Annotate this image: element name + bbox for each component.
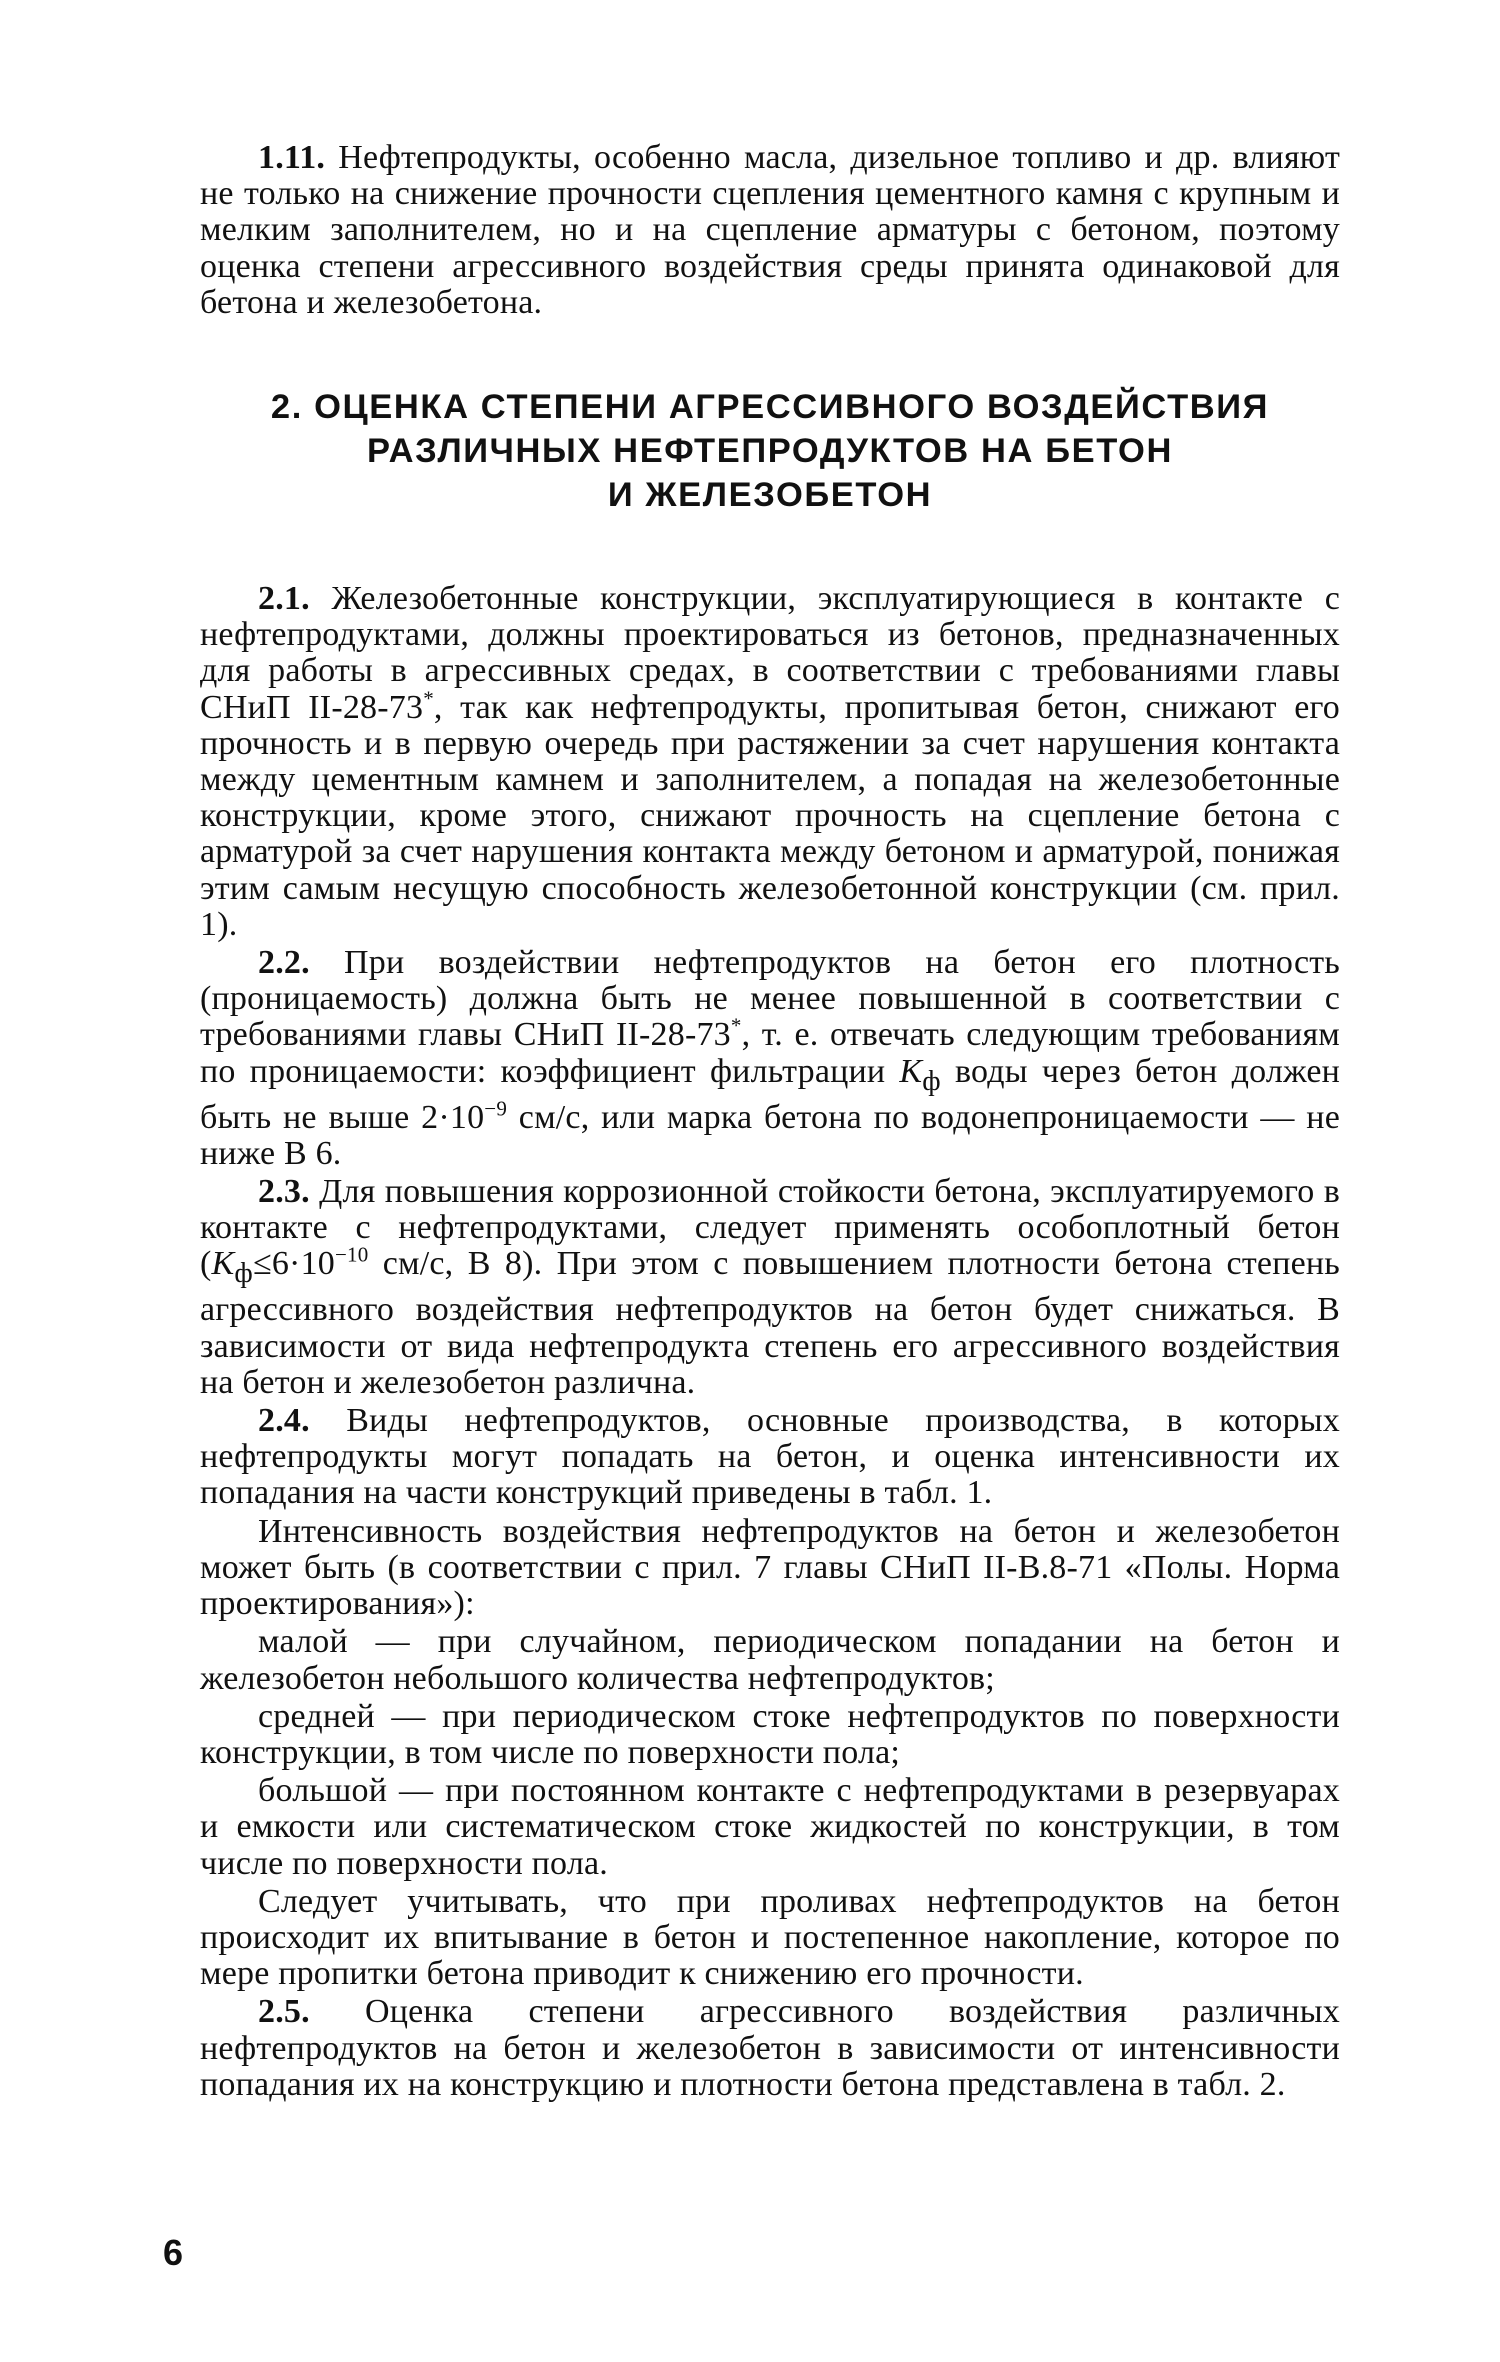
paragraph-intensity-medium: средней — при периодическом стоке нефтепродуктов по поверхности конструкции, в том числе по поверхности пола;	[200, 1697, 1340, 1771]
paragraph-2-3	[200, 1174, 1340, 1401]
k-subscript: ф	[234, 1258, 253, 1290]
paragraph-2-1	[200, 581, 1340, 943]
paragraph-2-4	[200, 1403, 1340, 1512]
paragraph-text: При воздействии нефтепродуктов на бетон его плотность (проницаемость) должна быть не менее повышенной в соответствии с требованиями главы СНиП II-28-73	[200, 944, 1340, 1054]
paragraph-1-11	[200, 140, 1340, 321]
paragraph-intensity: Интенсивность воздействия нефтепродуктов на бетон и железобетон может быть (в соответствии с прил. 7 главы СНиП II-В.8-71 «Полы. Норма проектирования»):	[200, 1512, 1340, 1623]
paragraph-number: 2.1.	[258, 580, 310, 618]
paragraph-2-2	[200, 945, 1340, 1172]
page-number: 6	[163, 2232, 184, 2273]
exponent: −10	[334, 1243, 369, 1268]
paragraph-text: Железобетонные конструкции, эксплуатирующиеся в контакте с нефтепродуктами, должны проектироваться из бетонов, предназначенных для работы в агрессивных средах, в соответствии с требованиями главы СНиП II-28-73	[200, 580, 1340, 726]
paragraph-text: , т. е. отвечать следующим требованиям по проницаемости: коэффициент фильтрации	[200, 1016, 1340, 1090]
heading-line-1: 2. ОЦЕНКА СТЕПЕНИ АГРЕССИВНОГО ВОЗДЕЙСТВИЯ	[270, 388, 1270, 427]
heading-line-2: РАЗЛИЧНЫХ НЕФТЕПРОДУКТОВ НА БЕТОН	[367, 432, 1173, 471]
paragraph-number: 2.4.	[258, 1402, 310, 1440]
paragraph-text: воды через бетон должен быть не выше 2·10	[200, 1052, 1341, 1136]
paragraph-number: 2.2.	[258, 944, 310, 982]
paragraph-text: см/с, или марка бетона по водонепроницаемости — не ниже В 6.	[200, 1098, 1340, 1172]
exponent: −9	[484, 1096, 508, 1121]
paragraph-number: 1.11.	[258, 139, 326, 176]
paragraph-intensity-high: большой — при постоянном контакте с нефтепродуктами в резервуарах и емкости или систематическом стоке жидкостей по конструкции, в том числе по поверхности пола.	[200, 1772, 1340, 1882]
paragraph-text: Виды нефтепродуктов, основные производства, в которых нефтепродукты могут попадать на бетон, и оценка интенсивности их попадания на части конструкций приведены в табл. 1.	[200, 1402, 1341, 1512]
paragraph-text: , так как нефтепродукты, пропитывая бетон, снижают его прочность и в первую очередь при растяжении за счет нарушения контакта между цементным камнем и заполнителем, а попадая на железобетонные конструкции, кроме этого, снижают прочность на сцепление бетона с арматурой за счет нарушения контакта между бетоном и арматурой, понижая этим самым несущую способность железобетонной конструкции (см. прил. 1).	[200, 688, 1341, 943]
paragraph-text: Оценка степени агрессивного воздействия различных нефтепродуктов на бетон и железобетон в зависимости от интенсивности попадания их на конструкцию и плотности бетона представлена в табл. 2.	[200, 1993, 1340, 2103]
paragraph-2-5	[200, 1994, 1340, 2103]
k-symbol: K	[899, 1052, 923, 1090]
paragraph-text: ≤6·10	[252, 1245, 335, 1283]
paragraph-text: Для повышения коррозионной стойкости бетона, эксплуатируемого в контакте с нефтепродуктами, следует применять особоплотный бетон (	[200, 1173, 1341, 1283]
asterisk-mark: *	[730, 1014, 742, 1039]
page-content	[200, 140, 1340, 2103]
k-subscript: ф	[922, 1065, 941, 1097]
paragraph-number: 2.5.	[258, 1993, 310, 2031]
paragraph-intensity-low: малой — при случайном, периодическом попадании на бетон и железобетон небольшого количества нефтепродуктов;	[200, 1623, 1340, 1697]
paragraph-text: см/с, В 8). При этом с повышением плотности бетона степень агрессивного воздействия нефтепродуктов на бетон будет снижаться. В зависимости от вида нефтепродукта степень его агрессивного воздействия на бетон и железобетон различна.	[200, 1245, 1340, 1401]
paragraph-text: Нефтепродукты, особенно масла, дизельное топливо и др. влияют не только на снижение прочности сцепления цементного камня с крупным и мелким заполнителем, но и на сцепление арматуры с бетоном, поэтому оценка степени агрессивного воздействия среды принята одинаковой для бетона и железобетона.	[200, 139, 1340, 321]
k-symbol: K	[211, 1245, 235, 1283]
section-heading	[200, 385, 1340, 517]
heading-line-3: И ЖЕЛЕЗОБЕТОН	[607, 476, 933, 515]
paragraph-number: 2.3.	[258, 1173, 310, 1211]
paragraph-note: Следует учитывать, что при проливах нефтепродуктов на бетон происходит их впитывание в бетон и постепенное накопление, которое по мере пропитки бетона приводит к снижению его прочности.	[200, 1882, 1340, 1993]
asterisk-mark: *	[423, 686, 434, 711]
